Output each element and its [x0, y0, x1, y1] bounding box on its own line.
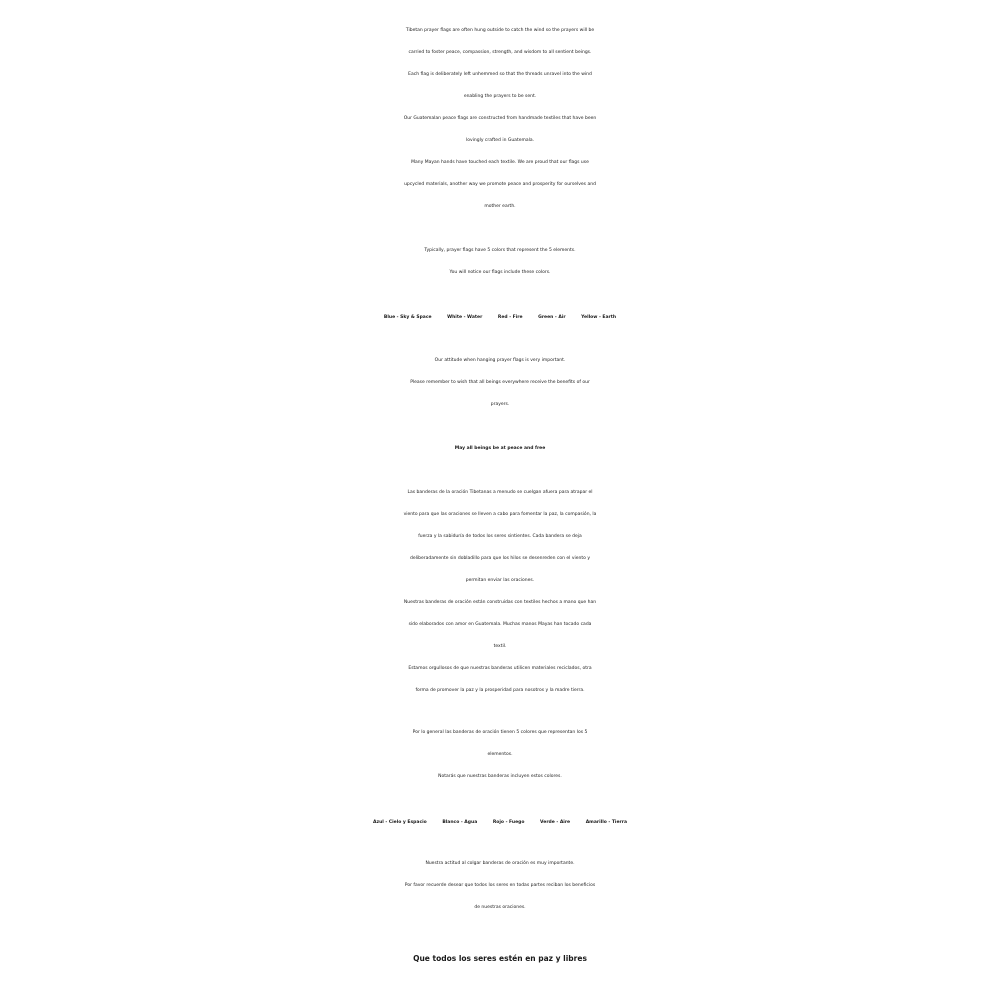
- es-intro-line: sido elaborados con amor en Guatemala. Muchas manos Mayas han tocado cada: [408, 622, 592, 627]
- en-color-item: Yellow - Earth: [581, 315, 617, 320]
- en-color-item: Green - Air: [538, 315, 566, 320]
- es-intro-line: Las banderas de la oración Tibetanas a menudo se cuelgan afuera para atrapar el: [407, 490, 593, 495]
- en-closing: May all beings be at peace and free: [454, 446, 546, 451]
- es-attitude-line: de nuestras oraciones.: [474, 905, 526, 910]
- es-attitude-line: Nuestra actitud al colgar banderas de oración es muy importante.: [425, 861, 575, 866]
- es-color-item: Azul - Cielo y Espacio: [372, 820, 427, 825]
- en-attitude-line: Please remember to wish that all beings everywhere receive the benefits of our: [410, 380, 590, 385]
- es-colors-intro-line: Notarás que nuestras banderas incluyen estos colores.: [438, 774, 562, 779]
- en-intro-line: Each flag is deliberately left unhemmed so that the threads unravel into the wind: [408, 72, 592, 77]
- es-intro-line: deliberadamente sin dobladillo para que los hilos se desenreden con el viento y: [410, 556, 590, 561]
- es-intro-line: Nuestras banderas de oración están construidas con textiles hechos a mano que han: [403, 600, 597, 605]
- en-intro-line: Many Mayan hands have touched each textile. We are proud that our flags use: [411, 160, 589, 165]
- es-colors-intro-line: elementos.: [487, 752, 513, 757]
- en-intro-line: mother earth.: [484, 204, 516, 209]
- en-intro-line: lovingly crafted in Guatemala.: [465, 138, 535, 143]
- es-color-item: Amarillo - Tierra: [585, 820, 627, 825]
- es-color-item: Verde - Aire: [540, 820, 571, 825]
- es-intro-line: textil.: [493, 644, 507, 649]
- es-color-item: Blanco - Agua: [442, 820, 478, 825]
- es-intro-line: Estamos orgullosos de que nuestras banderas utilicen materiales reciclados, otra: [408, 666, 592, 671]
- es-color-item: Rojo - Fuego: [492, 820, 525, 825]
- en-color-item: White - Water: [447, 315, 483, 320]
- en-intro-line: upcycled materials, another way we promote peace and prosperity for ourselves and: [404, 182, 596, 187]
- en-colors-intro-line: Typically, prayer flags have 5 colors that represent the 5 elements.: [424, 248, 576, 253]
- es-intro-line: viento para que las oraciones se lleven a cabo para fomentar la paz, la compasión, la: [403, 512, 597, 517]
- es-colors-list: [0, 812, 1000, 834]
- es-attitude-line: Por favor recuerde desear que todos los seres en todas partes reciban los beneficios: [404, 883, 596, 888]
- en-intro-line: Tibetan prayer flags are often hung outside to catch the wind so the prayers will be: [405, 28, 595, 33]
- es-intro-line: fuerza y la sabiduría de todos los seres sintientes. Cada bandera se deja: [418, 534, 582, 539]
- en-intro-line: carried to foster peace, compassion, strength, and wisdom to all sentient beings.: [408, 50, 592, 55]
- es-intro-line: permitan enviar las oraciones.: [465, 578, 535, 583]
- es-colors-intro-line: Por lo general las banderas de oración tienen 5 colores que representan los 5: [412, 730, 588, 735]
- es-closing: Que todos los seres estén en paz y libres: [413, 954, 587, 963]
- en-color-item: Blue - Sky & Space: [383, 315, 432, 320]
- en-intro-line: Our Guatemalan peace flags are constructed from handmade textiles that have been: [403, 116, 597, 121]
- en-intro-line: enabling the prayers to be sent.: [463, 94, 537, 99]
- es-intro-line: forma de promover la paz y la prosperidad para nosotros y la madre tierra.: [415, 688, 585, 693]
- en-attitude-line: prayers.: [490, 402, 510, 407]
- en-colors-intro-line: You will notice our flags include these colors.: [449, 270, 551, 275]
- en-attitude-line: Our attitude when hanging prayer flags is very important.: [434, 358, 566, 363]
- en-color-item: Red - Fire: [497, 315, 523, 320]
- en-colors-list: [0, 307, 1000, 329]
